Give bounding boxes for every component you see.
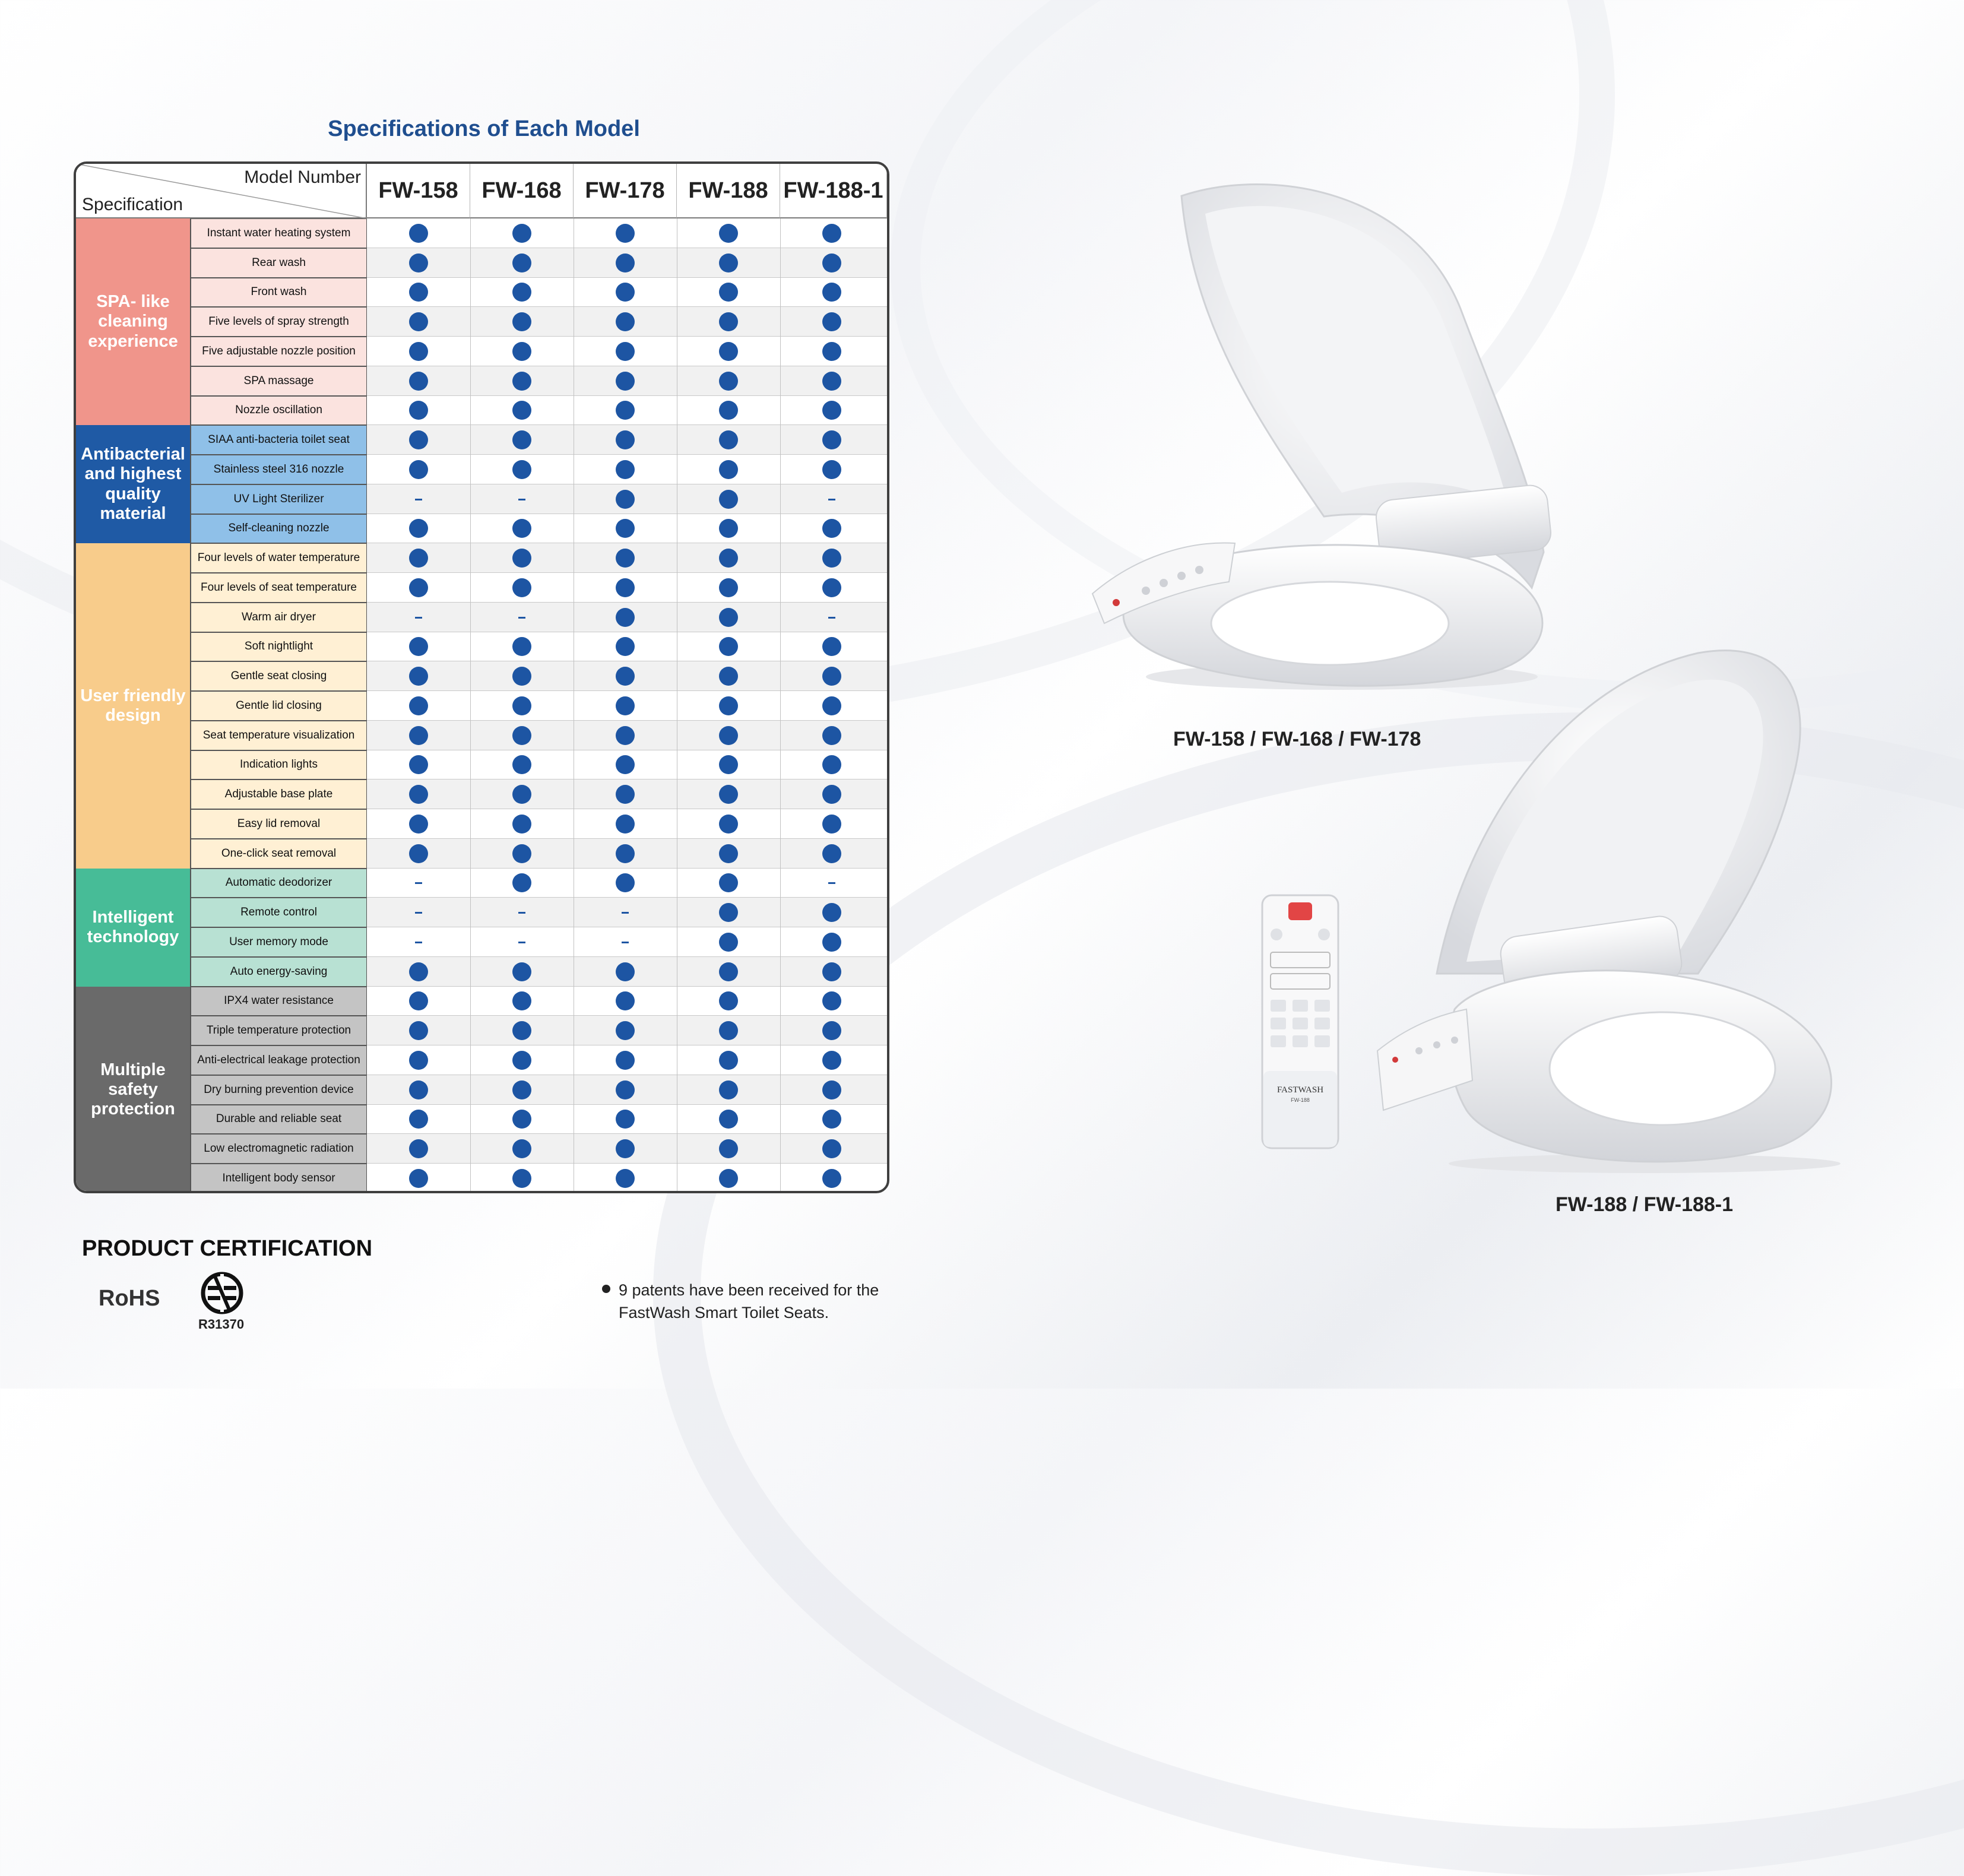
feature-included-dot — [616, 430, 635, 449]
feature-label: SPA massage — [190, 366, 367, 396]
toilet-seat-image-bottom — [1366, 641, 1858, 1175]
feature-included-dot — [822, 785, 841, 804]
feature-included-dot — [512, 430, 531, 449]
caption-bottom-models: FW-188 / FW-188-1 — [1556, 1193, 1734, 1216]
category-label: User friendly design — [76, 543, 190, 868]
feature-not-included-dash — [518, 617, 525, 619]
feature-included-dot — [719, 253, 738, 272]
feature-included-dot — [822, 726, 841, 745]
feature-included-dot — [719, 962, 738, 981]
feature-included-dot — [822, 430, 841, 449]
feature-label: Triple temperature protection — [190, 1016, 367, 1045]
feature-included-dot — [719, 1021, 738, 1040]
column-divider — [780, 218, 781, 1191]
feature-label: Five levels of spray strength — [190, 307, 367, 337]
feature-included-dot — [616, 815, 635, 834]
feature-included-dot — [616, 962, 635, 981]
feature-included-dot — [616, 1080, 635, 1099]
feature-label: IPX4 water resistance — [190, 987, 367, 1016]
feature-label: Four levels of seat temperature — [190, 573, 367, 603]
feature-included-dot — [409, 667, 428, 686]
feature-included-dot — [719, 224, 738, 243]
feature-included-dot — [616, 785, 635, 804]
feature-included-dot — [409, 785, 428, 804]
feature-not-included-dash — [622, 942, 629, 943]
feature-label: Remote control — [190, 898, 367, 927]
feature-included-dot — [822, 844, 841, 863]
feature-included-dot — [512, 372, 531, 391]
feature-label: Easy lid removal — [190, 809, 367, 839]
feature-included-dot — [512, 1080, 531, 1099]
remote-model-text: FW-188 — [1291, 1097, 1310, 1103]
feature-not-included-dash — [828, 882, 835, 884]
feature-included-dot — [822, 460, 841, 479]
caption-top-models: FW-158 / FW-168 / FW-178 — [1173, 728, 1421, 750]
feature-included-dot — [409, 578, 428, 597]
feature-included-dot — [719, 903, 738, 922]
feature-included-dot — [409, 1080, 428, 1099]
feature-included-dot — [616, 667, 635, 686]
bullet-icon — [602, 1285, 610, 1293]
model-header: FW-188 — [677, 164, 780, 218]
feature-label: UV Light Sterilizer — [190, 484, 367, 514]
category-label: Antibacterial and highest quality material — [76, 425, 190, 543]
model-header: FW-188-1 — [780, 164, 887, 218]
feature-included-dot — [719, 696, 738, 715]
feature-included-dot — [512, 844, 531, 863]
model-header: FW-178 — [574, 164, 677, 218]
feature-included-dot — [616, 1139, 635, 1158]
feature-included-dot — [409, 342, 428, 361]
feature-included-dot — [512, 785, 531, 804]
feature-included-dot — [409, 372, 428, 391]
feature-included-dot — [822, 342, 841, 361]
feature-label: Four levels of water temperature — [190, 543, 367, 573]
feature-included-dot — [616, 578, 635, 597]
feature-included-dot — [822, 253, 841, 272]
feature-included-dot — [512, 342, 531, 361]
feature-included-dot — [719, 430, 738, 449]
feature-label: Dry burning prevention device — [190, 1075, 367, 1105]
feature-included-dot — [822, 224, 841, 243]
feature-included-dot — [409, 696, 428, 715]
feature-included-dot — [719, 372, 738, 391]
feature-included-dot — [719, 667, 738, 686]
feature-included-dot — [719, 785, 738, 804]
feature-included-dot — [822, 372, 841, 391]
feature-label: Stainless steel 316 nozzle — [190, 455, 367, 484]
feature-included-dot — [409, 1021, 428, 1040]
feature-label: Rear wash — [190, 248, 367, 278]
feature-not-included-dash — [622, 912, 629, 914]
feature-not-included-dash — [518, 499, 525, 500]
feature-included-dot — [822, 815, 841, 834]
toilet-seat-image-top — [1081, 172, 1585, 695]
feature-included-dot — [409, 460, 428, 479]
feature-included-dot — [719, 1139, 738, 1158]
feature-label: SIAA anti-bacteria toilet seat — [190, 425, 367, 455]
feature-included-dot — [616, 1051, 635, 1070]
feature-label: Indication lights — [190, 750, 367, 780]
feature-included-dot — [822, 933, 841, 952]
feature-included-dot — [512, 1021, 531, 1040]
feature-label: Front wash — [190, 278, 367, 308]
feature-label: Five adjustable nozzle position — [190, 337, 367, 366]
bsmi-logo-icon — [197, 1270, 247, 1316]
feature-included-dot — [409, 1051, 428, 1070]
table-corner-header — [76, 164, 367, 218]
column-divider — [470, 218, 471, 1191]
feature-label: User memory mode — [190, 927, 367, 957]
feature-included-dot — [512, 224, 531, 243]
feature-included-dot — [512, 1169, 531, 1188]
feature-included-dot — [616, 726, 635, 745]
feature-included-dot — [409, 1169, 428, 1188]
patent-note: 9 patents have been received for the FastWash Smart Toilet Seats. — [619, 1281, 879, 1322]
feature-label: Seat temperature visualization — [190, 721, 367, 750]
feature-included-dot — [616, 490, 635, 509]
feature-label: Gentle seat closing — [190, 661, 367, 691]
feature-included-dot — [616, 608, 635, 627]
feature-label: Durable and reliable seat — [190, 1105, 367, 1135]
feature-label: Anti-electrical leakage protection — [190, 1045, 367, 1075]
feature-included-dot — [512, 460, 531, 479]
certification-title: PRODUCT CERTIFICATION — [82, 1236, 373, 1261]
feature-included-dot — [616, 460, 635, 479]
feature-included-dot — [512, 1139, 531, 1158]
feature-not-included-dash — [415, 617, 422, 619]
feature-included-dot — [616, 1021, 635, 1040]
feature-included-dot — [822, 667, 841, 686]
feature-included-dot — [719, 726, 738, 745]
feature-included-dot — [719, 312, 738, 331]
feature-included-dot — [409, 224, 428, 243]
feature-included-dot — [409, 1139, 428, 1158]
feature-included-dot — [719, 460, 738, 479]
feature-label: Automatic deodorizer — [190, 869, 367, 898]
feature-included-dot — [512, 667, 531, 686]
feature-included-dot — [822, 549, 841, 568]
feature-not-included-dash — [518, 912, 525, 914]
feature-included-dot — [409, 312, 428, 331]
feature-not-included-dash — [415, 499, 422, 500]
feature-included-dot — [409, 815, 428, 834]
feature-included-dot — [616, 844, 635, 863]
feature-included-dot — [409, 430, 428, 449]
category-label: Intelligent technology — [76, 869, 190, 987]
feature-included-dot — [512, 726, 531, 745]
feature-not-included-dash — [828, 499, 835, 500]
feature-included-dot — [409, 844, 428, 863]
feature-included-dot — [822, 312, 841, 331]
feature-not-included-dash — [828, 617, 835, 619]
feature-included-dot — [616, 549, 635, 568]
feature-included-dot — [719, 578, 738, 597]
feature-included-dot — [822, 1021, 841, 1040]
feature-included-dot — [822, 578, 841, 597]
feature-included-dot — [512, 312, 531, 331]
feature-included-dot — [719, 342, 738, 361]
feature-label: Warm air dryer — [190, 603, 367, 632]
feature-label: Intelligent body sensor — [190, 1164, 367, 1193]
feature-label: Low electromagnetic radiation — [190, 1134, 367, 1164]
feature-included-dot — [616, 342, 635, 361]
feature-included-dot — [512, 253, 531, 272]
feature-included-dot — [719, 844, 738, 863]
feature-not-included-dash — [415, 912, 422, 914]
feature-included-dot — [616, 696, 635, 715]
feature-included-dot — [512, 815, 531, 834]
feature-label: Self-cleaning nozzle — [190, 514, 367, 544]
rohs-mark: RoHS — [99, 1286, 160, 1311]
feature-included-dot — [616, 1169, 635, 1188]
feature-included-dot — [719, 608, 738, 627]
model-number-label: Model Number — [244, 167, 361, 187]
feature-included-dot — [822, 1080, 841, 1099]
feature-included-dot — [719, 1169, 738, 1188]
feature-included-dot — [512, 549, 531, 568]
feature-included-dot — [512, 696, 531, 715]
feature-included-dot — [616, 253, 635, 272]
feature-label: Gentle lid closing — [190, 691, 367, 721]
feature-label: Adjustable base plate — [190, 779, 367, 809]
feature-included-dot — [512, 578, 531, 597]
feature-included-dot — [409, 726, 428, 745]
feature-included-dot — [616, 224, 635, 243]
bsmi-code: R31370 — [198, 1317, 245, 1332]
remote-brand-text: FASTWASH — [1276, 1085, 1324, 1095]
feature-not-included-dash — [415, 882, 422, 884]
feature-included-dot — [719, 1080, 738, 1099]
feature-included-dot — [719, 815, 738, 834]
feature-not-included-dash — [415, 942, 422, 943]
feature-label: Soft nightlight — [190, 632, 367, 662]
feature-included-dot — [719, 549, 738, 568]
remote-control-image — [1259, 893, 1342, 1154]
spec-table — [74, 161, 889, 1193]
feature-included-dot — [512, 1051, 531, 1070]
feature-included-dot — [719, 933, 738, 952]
feature-included-dot — [822, 696, 841, 715]
feature-included-dot — [822, 1051, 841, 1070]
model-header: FW-158 — [367, 164, 470, 218]
feature-included-dot — [822, 962, 841, 981]
feature-label: Instant water heating system — [190, 218, 367, 248]
feature-included-dot — [409, 962, 428, 981]
feature-included-dot — [409, 549, 428, 568]
feature-included-dot — [822, 1169, 841, 1188]
specification-label: Specification — [82, 195, 183, 214]
feature-included-dot — [616, 372, 635, 391]
feature-included-dot — [719, 1051, 738, 1070]
feature-included-dot — [512, 962, 531, 981]
feature-included-dot — [822, 1139, 841, 1158]
feature-label: One-click seat removal — [190, 839, 367, 869]
feature-included-dot — [719, 490, 738, 509]
category-label: Multiple safety protection — [76, 987, 190, 1193]
feature-label: Nozzle oscillation — [190, 396, 367, 426]
feature-included-dot — [409, 253, 428, 272]
feature-not-included-dash — [518, 942, 525, 943]
category-label: SPA- like cleaning experience — [76, 218, 190, 425]
feature-included-dot — [616, 312, 635, 331]
model-header: FW-168 — [470, 164, 574, 218]
feature-label: Auto energy-saving — [190, 957, 367, 987]
feature-included-dot — [822, 903, 841, 922]
page-title: Specifications of Each Model — [328, 116, 640, 141]
